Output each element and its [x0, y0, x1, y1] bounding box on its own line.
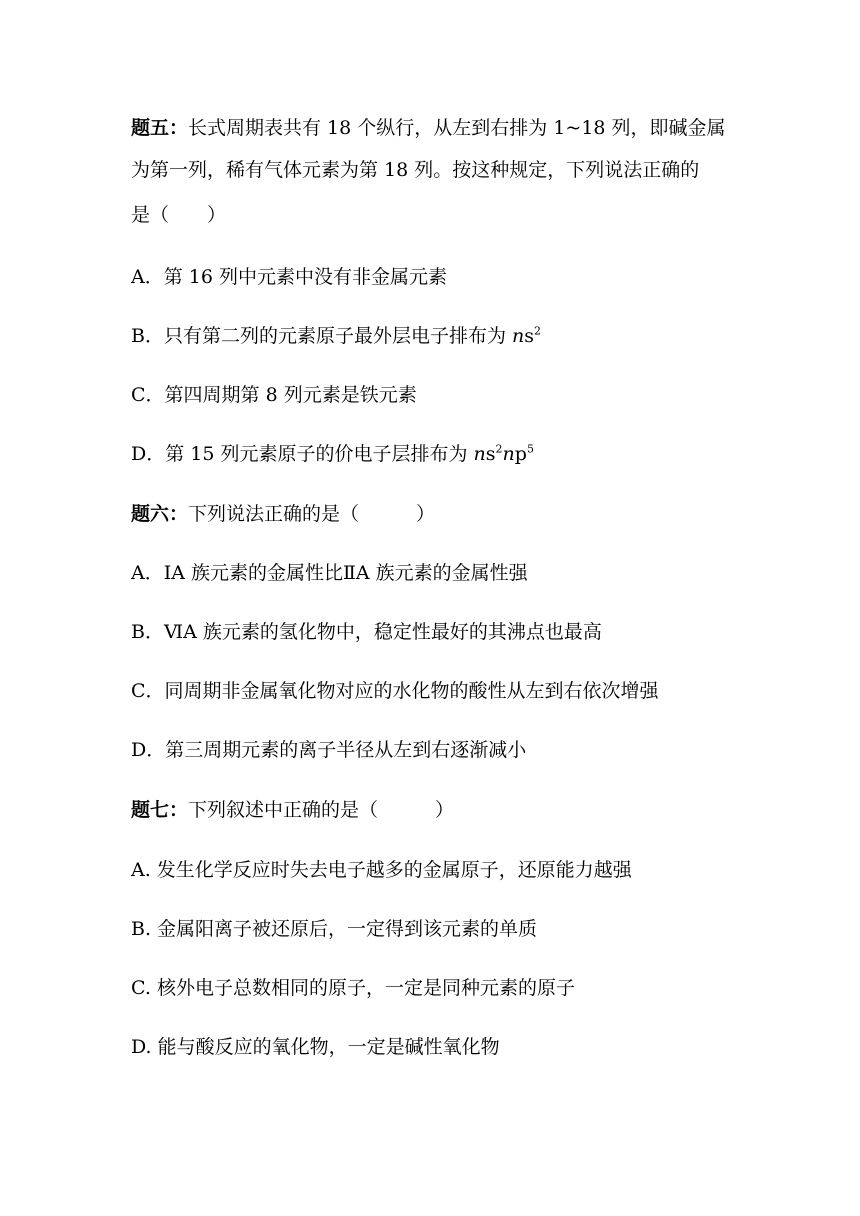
q6-stem [131, 502, 435, 526]
q5-option-b[interactable] [131, 324, 541, 348]
q7-option-a[interactable]: A. 发生化学反应时失去电子越多的金属原子，还原能力越强 [131, 859, 632, 881]
q5-stem-text-1: 长式周期表共有 18 个纵行，从左到右排为 1~18 列，即碱金属 [188, 117, 726, 139]
q7-stem-text: 下列叙述中正确的是（ ） [188, 799, 455, 821]
q6-option-c[interactable]: C．同周期非金属氧化物对应的水化物的酸性从左到右依次增强 [131, 680, 659, 702]
q6-stem-text: 下列说法正确的是（ ） [188, 503, 436, 525]
q5-option-d-s: s [485, 443, 496, 465]
q6-option-d[interactable]: D．第三周期元素的离子半径从左到右逐渐减小 [131, 739, 527, 761]
q5-option-d-sup1: 2 [495, 442, 503, 456]
q5-option-a[interactable]: A．第 16 列中元素中没有非金属元素 [131, 266, 447, 288]
q5-option-d-sup2: 5 [526, 442, 534, 456]
q5-stem-line-1 [131, 116, 726, 140]
q5-title: 题五： [131, 117, 189, 139]
q5-option-b-n: n [512, 325, 525, 347]
q7-option-c[interactable]: C. 核外电子总数相同的原子，一定是同种元素的原子 [131, 977, 575, 999]
q5-option-b-s: s [524, 325, 535, 347]
q5-option-b-sup: 2 [534, 324, 542, 338]
q6-option-b[interactable]: B．ⅥA 族元素的氢化物中，稳定性最好的其沸点也最高 [131, 621, 602, 643]
q5-stem-line-3: 是（ ） [131, 204, 227, 226]
q6-option-a[interactable]: A．ⅠA 族元素的金属性比ⅡA 族元素的金属性强 [131, 562, 528, 584]
q5-stem-line-2: 为第一列，稀有气体元素为第 18 列。按这种规定，下列说法正确的 [131, 159, 700, 181]
q5-option-b-text: B．只有第二列的元素原子最外层电子排布为 [131, 325, 513, 347]
q5-option-d-text: D．第 15 列元素原子的价电子层排布为 [131, 443, 474, 465]
q5-option-d-n1: n [473, 443, 486, 465]
q7-option-d[interactable]: D. 能与酸反应的氧化物，一定是碱性氧化物 [131, 1036, 500, 1058]
q7-title: 题七： [131, 799, 189, 821]
q5-option-d[interactable] [131, 442, 534, 466]
q6-title: 题六： [131, 503, 189, 525]
q5-option-d-p: p [514, 443, 527, 465]
q5-option-c[interactable]: C．第四周期第 8 列元素是铁元素 [131, 384, 417, 406]
q7-stem [131, 798, 454, 822]
q5-option-d-n2: n [502, 443, 515, 465]
q7-option-b[interactable]: B. 金属阳离子被还原后，一定得到该元素的单质 [131, 918, 538, 940]
